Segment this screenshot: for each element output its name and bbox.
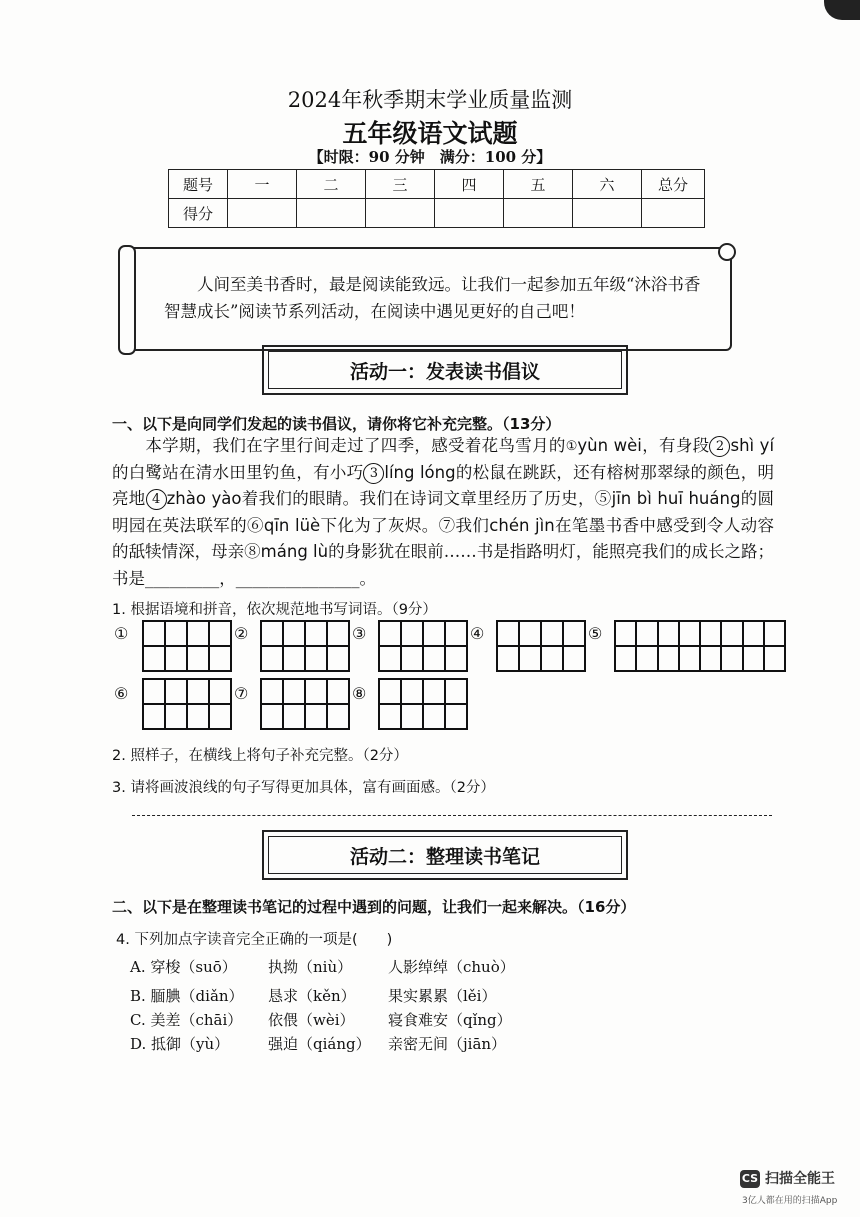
option-b-3: 果实累累（lěi） (388, 987, 497, 1005)
answer-blank[interactable]: _______________ (235, 568, 360, 588)
score-blank[interactable] (573, 199, 642, 228)
score-blank[interactable] (297, 199, 366, 228)
option-c-3: 寝食难安（qǐng） (388, 1011, 512, 1029)
pinyin: jīn bì huī huáng (611, 489, 741, 508)
score-cell: 五 (504, 170, 573, 199)
option-d-3: 亲密无间（jiān） (388, 1035, 507, 1053)
subquestion-3: 3. 请将画波浪线的句子写得更加具体，富有画面感。（2分） (112, 780, 495, 796)
camscanner-logo-icon: CS (740, 1170, 760, 1188)
score-table (168, 169, 705, 228)
activity2-title: 活动二：整理读书笔记 (268, 836, 622, 874)
blank-number: ① (565, 439, 578, 454)
answer-line[interactable] (132, 815, 772, 816)
text-run: 的松鼠在跳跃，还有榕树那翠绿的颜色，明亮地 (112, 462, 774, 508)
text-run: 我们 (455, 515, 490, 535)
question1-heading: 一、以下是向同学们发起的读书倡议，请你将它补充完整。（13分） (112, 415, 561, 433)
score-cell: 二 (297, 170, 366, 199)
text-run: 的白鹭站在清水田里钓鱼，有小巧 (112, 462, 364, 482)
grid-label: ① (114, 624, 129, 643)
score-blank[interactable] (642, 199, 705, 228)
option-d-1[interactable]: D. 抵御（yù） (130, 1035, 230, 1053)
option-a-2: 执拗（niù） (268, 958, 353, 976)
writing-grid-6[interactable] (142, 678, 232, 730)
option-c-1[interactable]: C. 美差（chāi） (130, 1011, 243, 1029)
grid-label: ④ (470, 624, 485, 643)
intro-scroll (122, 247, 732, 351)
grid-label: ② (234, 624, 249, 643)
blank-number: ⑦ (438, 515, 456, 535)
text-run: 下化为了灰烬。 (320, 515, 439, 535)
writing-grid-1[interactable] (142, 620, 232, 672)
score-cell: 一 (228, 170, 297, 199)
score-blank[interactable] (228, 199, 297, 228)
blank-number: ⑥ (246, 515, 264, 535)
blank-number: 4 (146, 489, 167, 510)
proposal-paragraph (112, 433, 774, 592)
option-d-2: 强迫（qiáng） (268, 1035, 371, 1053)
scroll-roll-right (718, 243, 736, 261)
question2-heading: 二、以下是在整理读书笔记的过程中遇到的问题，让我们一起来解决。（16分） (112, 898, 636, 916)
score-header-row (169, 170, 705, 199)
blank-number: ⑤ (594, 489, 612, 508)
pinyin: yùn wèi (577, 436, 642, 455)
activity1-title: 活动一：发表读书倡议 (268, 351, 622, 389)
writing-grid-3[interactable] (378, 620, 468, 672)
option-b-2: 恳求（kěn） (268, 987, 356, 1005)
writing-grid-8[interactable] (378, 678, 468, 730)
text-run: 的身影犹在眼前……书是指路明灯，能照亮我们的成长之路；书是 (112, 542, 775, 588)
option-a-3: 人影绰绰（chuò） (388, 958, 515, 976)
subquestion-1: 1. 根据语境和拼音，依次规范地书写词语。（9分） (112, 602, 437, 618)
grid-label: ⑤ (588, 624, 603, 643)
text-run: 。 (359, 568, 376, 588)
score-cell: 三 (366, 170, 435, 199)
grid-label: ⑥ (114, 684, 129, 703)
writing-grid-5[interactable] (614, 620, 786, 672)
scroll-roll-left (118, 245, 136, 355)
pinyin: zhào yào (166, 489, 242, 508)
text-run: ，有身段 (641, 436, 710, 455)
grid-label: ⑧ (352, 684, 367, 703)
score-cell: 六 (573, 170, 642, 199)
pinyin: shì yí (730, 436, 775, 455)
exam-title: 2024年秋季期末学业质量监测 (287, 88, 573, 112)
score-blank[interactable] (504, 199, 573, 228)
grid-label: ⑦ (234, 684, 249, 703)
score-cell: 总分 (642, 170, 705, 199)
score-blank[interactable] (435, 199, 504, 228)
grid-label: ③ (352, 624, 367, 643)
pinyin: máng lù (260, 542, 329, 561)
writing-grid-2[interactable] (260, 620, 350, 672)
pinyin: chén jìn (489, 515, 555, 535)
pinyin: líng lóng (384, 462, 456, 482)
question-4: 4. 下列加点字读音完全正确的一项是( ) (116, 932, 393, 948)
blank-number: 3 (363, 463, 384, 484)
writing-grid-7[interactable] (260, 678, 350, 730)
score-cell: 四 (435, 170, 504, 199)
time-limit: 【时限：90 分钟 满分：100 分】 (308, 148, 552, 166)
option-c-2: 依偎（wèi） (268, 1011, 355, 1029)
text-run: 着我们的眼睛。我们在诗词文章里经历了历史， (241, 489, 595, 508)
blank-number: ⑧ (244, 542, 261, 561)
pinyin: qīn lüè (263, 515, 321, 535)
intro-text: 人间至美书香时，最是阅读能致远。让我们一起参加五年级“沐浴书香 智慧成长”阅读节系列活动，在阅读中遇见更好的自己吧！ (164, 275, 701, 321)
text-run: 的圆明园在英法联军的 (112, 489, 775, 535)
activity1-banner (262, 345, 628, 395)
activity2-banner (262, 830, 628, 880)
writing-grid-4[interactable] (496, 620, 586, 672)
text-run: ， (219, 568, 236, 588)
score-blank[interactable] (366, 199, 435, 228)
scan-corner-shadow (824, 0, 860, 20)
option-a-1[interactable]: A. 穿梭（suō） (130, 958, 237, 976)
text-run: 本学期，我们在字里行间走过了四季，感受着花鸟雪月的 (145, 436, 566, 455)
watermark-name: 扫描全能王 (765, 1171, 835, 1187)
watermark-tagline: 3亿人都在用的扫描App (742, 1196, 838, 1206)
text-run: 在笔墨书香中感受到令人动容的舐犊情深，母亲 (112, 515, 775, 561)
score-cell: 题号 (169, 170, 228, 199)
answer-blank[interactable]: _________ (145, 568, 220, 588)
score-value-row (169, 199, 705, 228)
option-b-1[interactable]: B. 腼腆（diǎn） (130, 987, 244, 1005)
score-label: 得分 (169, 199, 228, 228)
blank-number: 2 (709, 436, 730, 457)
exam-subtitle: 五年级语文试题 (342, 119, 518, 148)
subquestion-2: 2. 照样子，在横线上将句子补充完整。（2分） (112, 748, 408, 764)
